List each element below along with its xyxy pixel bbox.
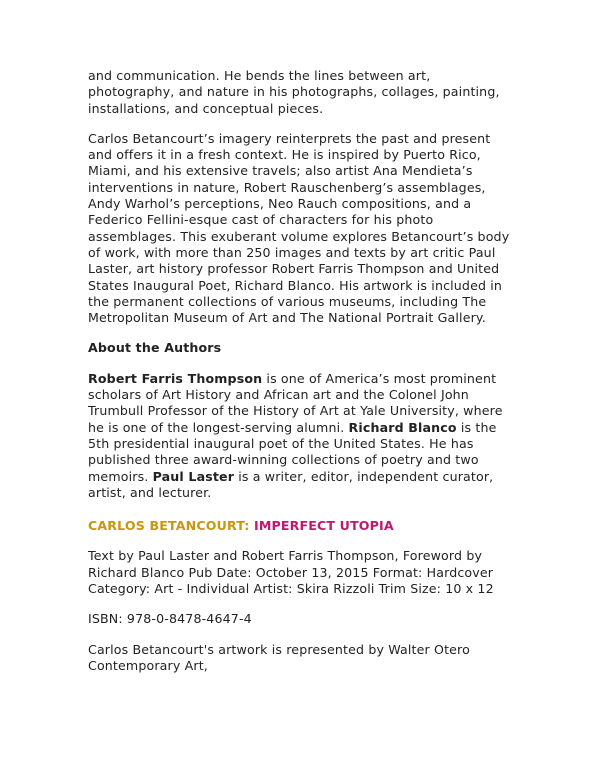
isbn-line: ISBN: 978-0-8478-4647-4 [88, 611, 252, 627]
author-name-laster: Paul Laster [152, 468, 235, 484]
book-details-paragraph: Text by Paul Laster and Robert Farris Thompson, Foreword by Richard Blanco Pub Date: October 13, 2015 Format: Hardcover Category: Art - Individual Artist: Skira Rizzoli Trim Size: 10 x 12 [88, 548, 494, 597]
book-title-artist: CARLOS BETANCOURT: [88, 518, 255, 534]
representation-paragraph: Carlos Betancourt's artwork is represented by Walter Otero Contemporary Art, [88, 641, 470, 673]
author-bio-thompson: is one of America’s most prominent scholars of Art History and African art and the Colonel John Trumbull Professor of the History of Art at Yale University, where he is one of the longest-serving alumni. [88, 370, 503, 435]
author-bio-blanco: is the 5th presidential inaugural poet of the United States. He has published three award-winning collections of poetry and two memoirs. [88, 419, 497, 484]
book-title [88, 518, 518, 534]
intro-paragraph: and communication. He bends the lines between art, photography, and nature in his photographs, collages, painting, installations, and conceptual pieces. [88, 68, 500, 116]
book-title-subtitle: IMPERFECT UTOPIA [254, 518, 394, 534]
imagery-paragraph: Carlos Betancourt’s imagery reinterprets the past and present and offers it in a fresh context. He is inspired by Puerto Rico, Miami, and his extensive travels; also artist Ana Mendieta’s interventions in nature, Robert Rauschenberg’s assemblages, Andy Warhol’s perceptions, Neo Rauch compositions, and a Federico Fellini-esque cast of characters for his photo assemblages. This exuberant volume explores Betancourt’s body of work, with more than 250 images and texts by art critic Paul Laster, art history professor Robert Farris Thompson and United States Inaugural Poet, Richard Blanco. His artwork is included in the permanent collections of various museums, including The Metropolitan Museum of Art and The National Portrait Gallery. [88, 130, 510, 326]
authors-paragraph [88, 371, 518, 501]
document-page [88, 68, 518, 674]
author-bio-laster: is a writer, editor, independent curator, artist, and lecturer. [88, 468, 494, 500]
about-authors-heading: About the Authors [88, 340, 222, 356]
author-name-thompson: Robert Farris Thompson [88, 370, 263, 386]
author-name-blanco: Richard Blanco [348, 419, 457, 435]
